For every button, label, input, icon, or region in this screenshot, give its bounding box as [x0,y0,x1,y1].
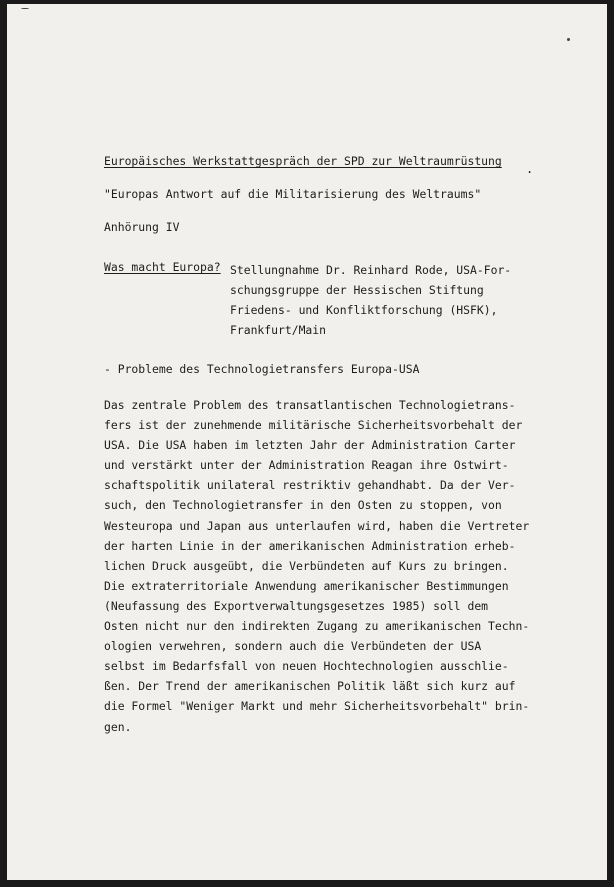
body-line: gen. [104,719,132,734]
document-page [7,4,607,880]
statement-block [230,260,511,340]
body-line: Das zentrale Problem des transatlantischen Technologietrans- [104,398,516,412]
body-line: Die extraterritoriale Anwendung amerikanischer Bestimmungen [104,578,509,593]
scan-speck [21,8,29,9]
body-line: USA. Die USA haben im letzten Jahr der Administration Carter [104,438,516,453]
body-line: der harten Linie in der amerikanischen Administration erheb- [104,538,516,553]
statement-line: Frankfurt/Main [230,323,327,337]
document-heading: Europäisches Werkstattgespräch der SPD zur Weltraumrüstung [104,154,502,168]
heading-tick-mark: . [526,162,534,176]
statement-line: Friedens- und Konfliktforschung (HSFK), [230,303,498,317]
body-line: lichen Druck ausgeübt, die Verbündeten auf Kurs zu bringen. [104,558,509,573]
body-line: fers ist der zunehmende militärische Sicherheitsvorbehalt der [104,418,523,433]
body-paragraph [104,395,529,737]
hearing-label: Anhörung IV [104,220,180,234]
body-line: die Formel "Weniger Markt und mehr Sicherheitsvorbehalt" brin- [104,699,530,714]
body-line: schaftspolitik unilateral restriktiv gehandhabt. Da der Ver- [104,478,516,493]
body-line: und verstärkt unter der Administration Reagan ihre Ostwirt- [104,458,509,473]
statement-line: Stellungnahme Dr. Reinhard Rode, USA-For- [230,263,512,277]
body-line: (Neufassung des Exportverwaltungsgesetzes 1985) soll dem [104,598,489,613]
question-label: Was macht Europa? [104,260,221,274]
document-subtitle: "Europas Antwort auf die Militarisierung des Weltraums" [104,187,482,201]
body-line: Westeuropa und Japan aus unterlaufen wird, haben die Vertreter [104,518,530,533]
body-line: ßen. Der Trend der amerikanischen Politik läßt sich kurz auf [104,679,516,694]
body-line: ologien verwehren, sondern auch die Verbündeten der USA [104,639,482,654]
body-line: Osten nicht nur den indirekten Zugang zu amerikanischen Techn- [104,619,530,634]
statement-line: schungsgruppe der Hessischen Stiftung [230,283,484,297]
body-line: selbst im Bedarfsfall von neuen Hochtechnologien ausschlie- [104,659,509,674]
body-line: such, den Technologietransfer in den Osten zu stoppen, von [104,498,502,513]
scan-speck [567,38,570,41]
section-title: - Probleme des Technologietransfers Europa-USA [104,362,420,376]
